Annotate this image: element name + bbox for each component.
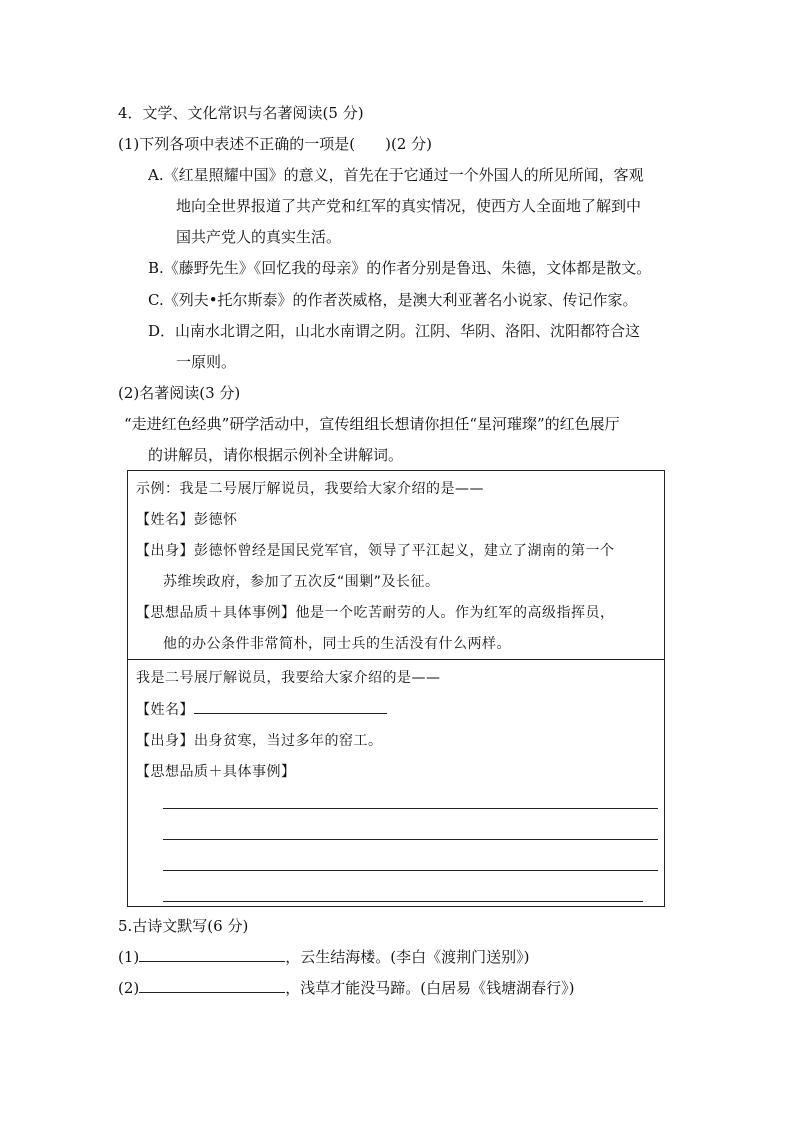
example-name: 【姓名】彭德怀 [136, 512, 238, 528]
name-blank[interactable] [194, 699, 387, 714]
option-a-line-3: 国共产党人的真实生活。 [176, 228, 342, 246]
option-a-line-1: A.《红星照耀中国》的意义，首先在于它通过一个外国人的所见所闻，客观 [148, 166, 644, 184]
task-name-label: 【姓名】 [136, 702, 194, 718]
recite-blank-1[interactable] [139, 947, 285, 962]
option-d-line-2: 一原则。 [176, 353, 237, 371]
option-c: C.《列夫•托尔斯泰》的作者茨威格，是澳大利亚著名小说家、传记作家。 [148, 291, 638, 309]
answer-line-3[interactable] [163, 870, 658, 871]
box-divider [128, 659, 664, 660]
answer-line-4[interactable] [163, 901, 643, 902]
answer-line-1[interactable] [163, 808, 658, 809]
option-d-line-1: D．山南水北谓之阳，山北水南谓之阴。江阴、华阴、洛阳、沈阳都符合这 [148, 322, 641, 340]
section5-heading: 5.古诗文默写(6 分) [118, 917, 249, 935]
q2-intro-line-1: “走进红色经典”研学活动中，宣传组组长想请你担任“星河璀璨”的红色展厅 [124, 415, 620, 433]
q2-stem: (2)名著阅读(3 分) [118, 384, 241, 402]
example-quality-line-2: 他的办公条件非常简朴，同士兵的生活没有什么两样。 [163, 636, 511, 652]
recite-item-2-number: (2) [118, 979, 140, 997]
task-origin: 【出身】出身贫寒，当过多年的窑工。 [136, 733, 383, 749]
guide-script-box [127, 470, 665, 907]
q1-stem: (1)下列各项中表述不正确的一项是( )(2 分) [118, 135, 432, 153]
recite-item-2 [118, 977, 574, 999]
recite-blank-2[interactable] [139, 978, 285, 993]
option-a-line-2: 地向全世界报道了共产党和红军的真实情况，使西方人全面地了解到中 [176, 197, 642, 215]
example-origin-line-2: 苏维埃政府，参加了五次反“围剿”及长征。 [163, 574, 440, 590]
task-quality-label: 【思想品质＋具体事例】 [136, 764, 296, 780]
task-name-row [136, 699, 387, 721]
task-intro: 我是二号展厅解说员，我要给大家介绍的是—— [136, 670, 441, 686]
example-quality-line-1: 【思想品质＋具体事例】他是一个吃苦耐劳的人。作为红军的高级指挥员， [136, 605, 615, 621]
option-b: B.《藤野先生》《回忆我的母亲》的作者分别是鲁迅、朱德，文体都是散文。 [148, 259, 652, 277]
example-intro: 示例：我是二号展厅解说员，我要给大家介绍的是—— [136, 481, 484, 497]
section4-heading: 4．文学、文化常识与名著阅读(5 分) [118, 104, 364, 122]
example-origin-line-1: 【出身】彭德怀曾经是国民党军官，领导了平江起义，建立了湖南的第一个 [136, 543, 615, 559]
answer-line-2[interactable] [163, 839, 658, 840]
recite-item-1-number: (1) [118, 948, 140, 966]
recite-item-1-text: ，云生结海楼。(李白《渡荆门送别》) [285, 948, 530, 966]
recite-item-1 [118, 946, 529, 968]
recite-item-2-text: ，浅草才能没马蹄。(白居易《钱塘湖春行》) [285, 979, 575, 997]
q2-intro-line-2: 的讲解员，请你根据示例补全讲解词。 [148, 446, 404, 464]
